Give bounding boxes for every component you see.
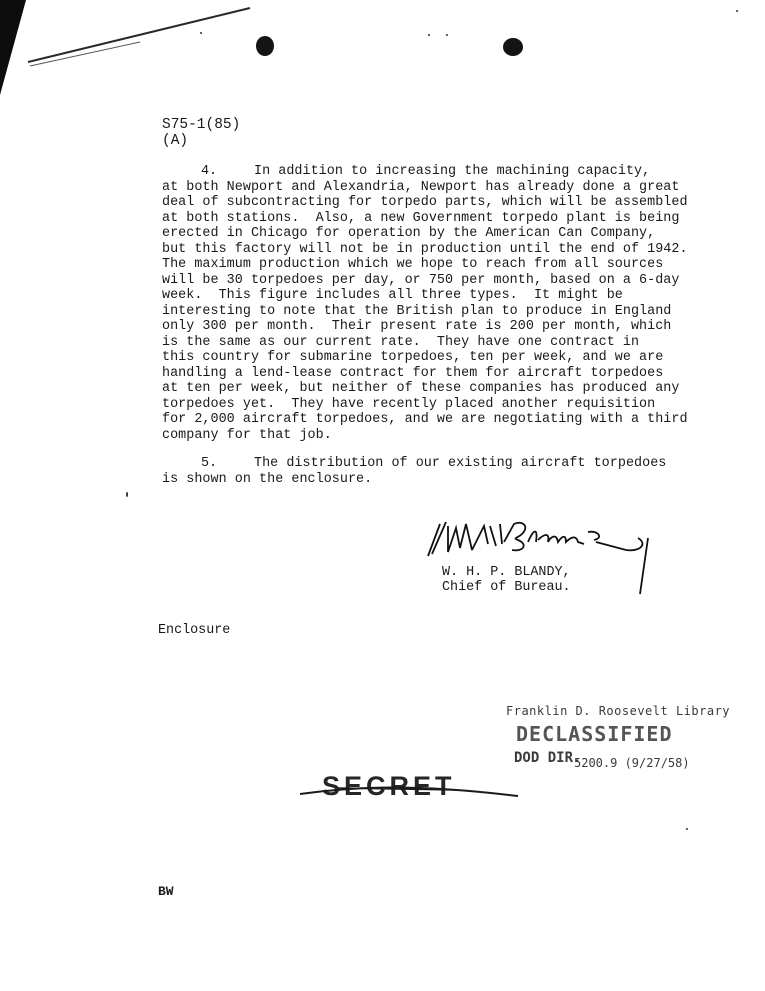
text-line: In addition to increasing the machining capacity, xyxy=(254,164,651,179)
stamp-authority-line: DOD DIR. xyxy=(514,750,582,766)
text-line: is shown on the enclosure. xyxy=(162,471,373,487)
signatory-title: Chief of Bureau. xyxy=(442,580,571,595)
classification-strikethrough xyxy=(298,776,523,806)
scan-speck xyxy=(736,10,738,12)
text-line: torpedoes yet. They have recently placed another requisition xyxy=(162,396,656,412)
paragraph-number-5: 5. xyxy=(201,456,218,471)
scan-speck xyxy=(200,32,202,34)
text-line: will be 30 torpedoes per day, or 750 per month, based on a 6-day xyxy=(162,272,680,288)
declassification-stamp xyxy=(506,704,736,784)
text-line: deal of subcontracting for torpedo parts, which will be assembled xyxy=(162,195,688,210)
text-line: is the same as our current rate. They have one contract in xyxy=(162,334,640,350)
text-line: The distribution of our existing aircraft torpedoes xyxy=(254,456,667,471)
text-line: handling a lend-lease contract for them for aircraft torpedoes xyxy=(162,365,664,381)
classification-marking: SECRET xyxy=(322,771,456,801)
scan-speck xyxy=(428,34,430,36)
paragraph-number-4: 4. xyxy=(201,164,218,179)
scan-speck xyxy=(446,34,448,36)
file-reference-sub: (A) xyxy=(162,133,189,149)
stamp-library-line: Franklin D. Roosevelt Library xyxy=(506,704,731,718)
text-line: interesting to note that the British plan to produce in England xyxy=(162,303,672,319)
scan-mark-line xyxy=(0,0,300,90)
text-line: at both Newport and Alexandria, Newport has already done a great xyxy=(162,179,680,195)
punch-hole-right xyxy=(503,38,523,56)
stamp-directive-line: 5200.9 (9/27/58) xyxy=(574,756,690,770)
scan-speck xyxy=(126,492,128,497)
text-line: erected in Chicago for operation by the American Can Company, xyxy=(162,226,656,241)
typist-initials: BW xyxy=(158,884,174,899)
text-line: but this factory will not be in production until the end of 1942. xyxy=(162,241,688,257)
stamp-declassified-line: DECLASSIFIED xyxy=(516,722,673,746)
punch-hole-left xyxy=(256,36,274,56)
text-line: only 300 per month. Their present rate is 200 per month, which xyxy=(162,319,672,334)
enclosure-label: Enclosure xyxy=(158,623,231,638)
text-line: this country for submarine torpedoes, ten per week, and we are xyxy=(162,350,664,365)
text-line: for 2,000 aircraft torpedoes, and we are negotiating with a third xyxy=(162,412,688,427)
text-line: week. This figure includes all three types. It might be xyxy=(162,288,623,303)
text-line: at ten per week, but neither of these companies has produced any xyxy=(162,381,680,396)
text-line: company for that job. xyxy=(162,427,332,443)
file-reference-number: S75-1(85) xyxy=(162,117,241,133)
signatory-name: W. H. P. BLANDY, xyxy=(442,565,571,580)
text-line: at both stations. Also, a new Government torpedo plant is being xyxy=(162,210,680,226)
text-line: The maximum production which we hope to reach from all sources xyxy=(162,257,664,272)
scan-speck xyxy=(686,828,688,830)
